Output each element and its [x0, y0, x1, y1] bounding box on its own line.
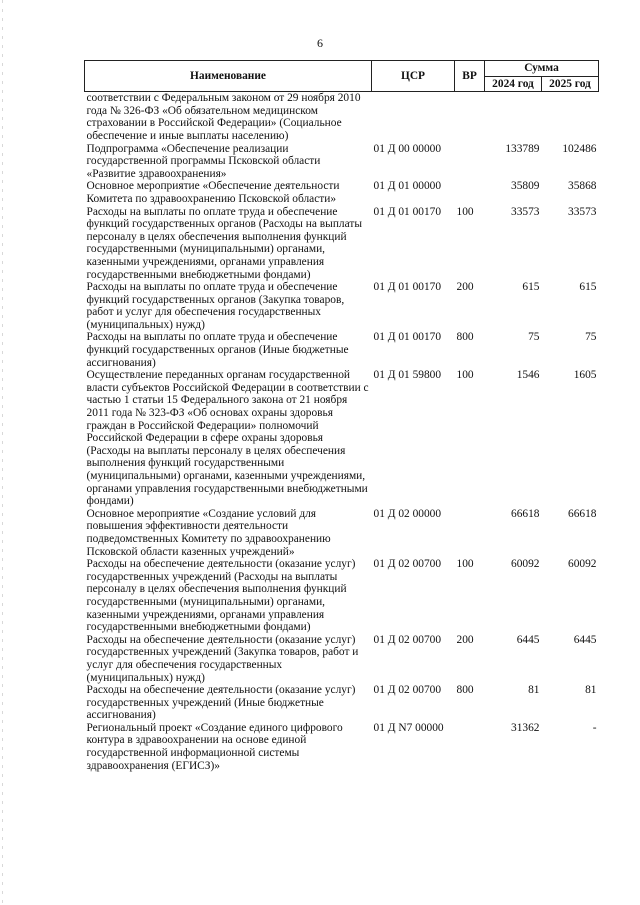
row-vr-cell: 100 [456, 558, 474, 571]
row-name-cell: Осуществление переданных органам государственной власти субъектов Российской Федерации в соответствии с частью 1 статьи 15 Федерального закона от 21 ноября 2011 года № 323-ФЗ «Об основах охраны здоровья граждан в Российской Федерации» полномочий Российской Федерации в сфере охраны здоровья (Расходы на выплаты персоналу в целях обеспечения выполнения функций государственными (муниципальными) органами, казенными учреждениями, органами управления государственными внебюджетными фондами) [86, 369, 369, 508]
table-row [85, 331, 599, 369]
row-vr-cell [455, 722, 485, 772]
row-vr-cell [455, 92, 485, 143]
row-vr-cell: 800 [456, 684, 474, 697]
row-name-cell: Расходы на выплаты по оплате труда и обеспечение функций государственных органов (Иные бюджетные ассигнования) [86, 331, 349, 369]
row-name-cell: Расходы на обеспечение деятельности (оказание услуг) государственных учреждений (Иные бюджетные ассигнования) [86, 684, 356, 722]
table-row [85, 143, 599, 181]
row-vr-cell [455, 143, 485, 181]
row-sum-2025-cell: 33573 [568, 205, 597, 218]
row-sum-2024-cell: 66618 [511, 507, 540, 520]
table-row [85, 92, 599, 143]
row-vr-cell: 200 [456, 633, 474, 646]
row-sum-2024-cell [485, 92, 542, 143]
table-row [85, 634, 599, 684]
header-year-2025: 2025 год [542, 76, 599, 92]
row-csr-cell: 01 Д 01 00000 [373, 180, 442, 193]
row-sum-2024-cell: 35809 [511, 180, 540, 193]
header-name: Наименование [85, 61, 372, 92]
row-name-cell: Подпрограмма «Обеспечение реализации государственной программы Псковской области «Развитие здравоохранения» [86, 142, 321, 180]
row-sum-2025-cell: 66618 [568, 507, 597, 520]
page-number: 6 [317, 36, 323, 50]
row-sum-2025-cell: 35868 [568, 180, 597, 193]
row-csr-cell: 01 Д 02 00700 [373, 558, 442, 571]
table-row [85, 180, 599, 205]
row-csr-cell: 01 Д 01 00170 [373, 281, 442, 294]
row-csr-cell: 01 Д 00 00000 [373, 142, 442, 155]
table-row [85, 206, 599, 282]
row-csr-cell: 01 Д 02 00700 [373, 684, 442, 697]
header-year-2024: 2024 год [485, 76, 542, 92]
row-sum-2025-cell: 615 [579, 281, 597, 294]
header-sum: Сумма [485, 61, 599, 77]
table-row [85, 508, 599, 558]
row-sum-2024-cell: 75 [528, 331, 540, 344]
row-sum-2024-cell: 6445 [516, 633, 540, 646]
row-name-cell: Основное мероприятие «Обеспечение деятельности Комитета по здравоохранению Псковской области» [86, 180, 340, 205]
scan-edge-mark [2, 0, 3, 905]
table-row [85, 369, 599, 508]
row-sum-2025-cell [542, 92, 599, 143]
row-csr-cell: 01 Д 01 00170 [373, 331, 442, 344]
header-vr: ВР [455, 61, 485, 92]
row-name-cell: Расходы на обеспечение деятельности (оказание услуг) государственных учреждений (Расходы на выплаты персоналу в целях обеспечения выполнения функций государственными (муниципальными) органами, казенными учреждениями, органами управления государственными внебюджетными фондами) [86, 558, 356, 634]
row-sum-2025-cell: 6445 [573, 633, 597, 646]
row-sum-2025-cell: - [592, 721, 597, 734]
row-sum-2025-cell: 1605 [573, 369, 597, 382]
row-csr-cell: 01 Д 02 00000 [373, 507, 442, 520]
row-sum-2025-cell: 81 [585, 684, 597, 697]
row-csr-cell: 01 Д 01 59800 [373, 369, 442, 382]
row-name-cell: Расходы на выплаты по оплате труда и обеспечение функций государственных органов (Расходы на выплаты персоналу в целях обеспечения выполнения функций государственными (муниципальными) органами, казенными учреждениями, органами управления государственными внебюджетными фондами) [86, 205, 362, 281]
row-name-cell: Основное мероприятие «Создание условий для повышения эффективности деятельности подведомственных Комитету по здравоохранению Псковской области казенных учреждений» [86, 507, 331, 558]
row-name-cell: Региональный проект «Создание единого цифрового контура в здравоохранении на основе единой государственной информационной системы здравоохранения (ЕГИСЗ)» [86, 721, 343, 772]
budget-table [84, 60, 599, 772]
row-sum-2024-cell: 60092 [511, 558, 540, 571]
row-sum-2025-cell: 60092 [568, 558, 597, 571]
row-sum-2024-cell: 133789 [505, 142, 540, 155]
row-name-cell: Расходы на обеспечение деятельности (оказание услуг) государственных учреждений (Закупка товаров, работ и услуг для обеспечения государственных (муниципальных) нужд) [86, 633, 359, 684]
row-sum-2024-cell: 81 [528, 684, 540, 697]
table-row [85, 281, 599, 331]
table-body [85, 92, 599, 773]
table-row [85, 558, 599, 634]
row-sum-2025-cell: 75 [585, 331, 597, 344]
row-csr-cell: 01 Д N7 00000 [373, 721, 444, 734]
row-vr-cell: 200 [456, 281, 474, 294]
row-vr-cell [455, 180, 485, 205]
row-sum-2024-cell: 1546 [516, 369, 540, 382]
table-row [85, 684, 599, 722]
row-csr-cell: 01 Д 02 00700 [373, 633, 442, 646]
table-row [85, 722, 599, 772]
row-sum-2024-cell: 33573 [511, 205, 540, 218]
row-vr-cell: 100 [456, 205, 474, 218]
row-vr-cell: 800 [456, 331, 474, 344]
row-name-cell: Расходы на выплаты по оплате труда и обеспечение функций государственных органов (Закупка товаров, работ и услуг для обеспечения государственных (муниципальных) нужд) [86, 281, 345, 331]
row-csr-cell: 01 Д 01 00170 [373, 205, 442, 218]
table-header [85, 61, 599, 92]
row-vr-cell [455, 508, 485, 558]
row-name-cell: соответствии с Федеральным законом от 29 ноября 2010 года № 326-ФЗ «Об обязательном медицинском страховании в Российской Федерации» (Социальное обеспечение и иные выплаты населению) [86, 92, 361, 142]
header-csr: ЦСР [372, 61, 455, 92]
row-csr-cell [372, 92, 455, 143]
row-vr-cell: 100 [456, 369, 474, 382]
row-sum-2024-cell: 31362 [511, 721, 540, 734]
row-sum-2025-cell: 102486 [562, 142, 597, 155]
row-sum-2024-cell: 615 [522, 281, 540, 294]
